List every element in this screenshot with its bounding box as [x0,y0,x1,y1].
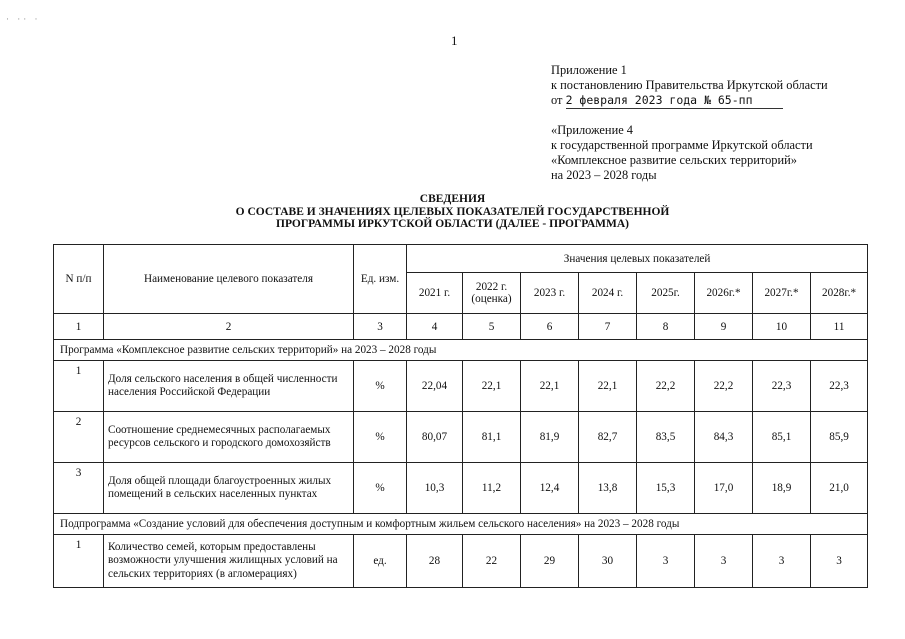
value-cell: 82,7 [579,412,637,463]
indicator-name: Соотношение среднемесячных располагаемых ресурсов сельского и городского домохозяйств [104,412,354,463]
value-cell: 28 [407,535,463,588]
header-year: 2025г. [637,273,695,314]
header-year: 2026г.* [695,273,753,314]
value-cell: 22,1 [579,361,637,412]
value-cell: 3 [637,535,695,588]
title-line2: О СОСТАВЕ И ЗНАЧЕНИЯХ ЦЕЛЕВЫХ ПОКАЗАТЕЛЕЙ ГОСУДАРСТВЕННОЙ [235,205,670,218]
table-row [54,535,868,588]
column-index: 7 [579,314,637,340]
scan-marks: · ·· · [6,14,41,24]
column-index: 4 [407,314,463,340]
appendix4-block [551,123,813,183]
value-cell: 22 [463,535,521,588]
row-num: 2 [54,412,104,463]
header-name: Наименование целевого показателя [104,245,354,314]
header-year: 2028г.* [811,273,868,314]
value-cell: 15,3 [637,463,695,514]
column-index: 1 [54,314,104,340]
appendix1-date-value: 2 февраля 2023 года № 65-пп [566,93,783,109]
header-year: 2027г.* [753,273,811,314]
header-year: 2023 г. [521,273,579,314]
value-cell: 17,0 [695,463,753,514]
value-cell: 18,9 [753,463,811,514]
unit: % [354,463,407,514]
value-cell: 22,04 [407,361,463,412]
table-row [54,463,868,514]
title-line3: ПРОГРАММЫ ИРКУТСКОЙ ОБЛАСТИ (ДАЛЕЕ - ПРОГРАММА) [276,218,629,230]
row-num: 3 [54,463,104,514]
appendix1-date-line [551,93,828,109]
column-index: 5 [463,314,521,340]
column-index: 11 [811,314,868,340]
header-values: Значения целевых показателей [407,245,868,273]
value-cell: 21,0 [811,463,868,514]
value-cell: 11,2 [463,463,521,514]
value-cell: 22,2 [695,361,753,412]
value-cell: 30 [579,535,637,588]
value-cell: 81,9 [521,412,579,463]
appendix1-block [551,63,828,109]
value-cell: 80,07 [407,412,463,463]
header-year: 2024 г. [579,273,637,314]
column-index: 6 [521,314,579,340]
table-row [54,361,868,412]
indicator-name: Количество семей, которым предоставлены возможности улучшения жилищных условий на сельских территориях (в агломерациях) [104,535,354,588]
appendix1-date-prefix: от [551,93,563,107]
value-cell: 3 [811,535,868,588]
header-year: 2021 г. [407,273,463,314]
unit: ед. [354,535,407,588]
appendix4-line3: «Комплексное развитие сельских территорий» [551,153,797,167]
value-cell: 3 [695,535,753,588]
header-unit: Ед. изм. [354,245,407,314]
column-index: 8 [637,314,695,340]
value-cell: 85,9 [811,412,868,463]
row-num: 1 [54,535,104,588]
indicators-table [53,244,868,588]
column-index: 2 [104,314,354,340]
appendix4-line2: к государственной программе Иркутской области [551,138,813,152]
section-subprogram: Подпрограмма «Создание условий для обеспечения доступным и комфортным жильем сельского населения» на 2023 – 2028 годы [54,514,868,535]
header-num: N п/п [54,245,104,314]
value-cell: 29 [521,535,579,588]
value-cell: 22,3 [811,361,868,412]
appendix1-line2: к постановлению Правительства Иркутской области [551,78,828,92]
column-index: 10 [753,314,811,340]
appendix4-line4: на 2023 – 2028 годы [551,168,657,182]
section-program: Программа «Комплексное развитие сельских территорий» на 2023 – 2028 годы [54,340,868,361]
value-cell: 12,4 [521,463,579,514]
value-cell: 85,1 [753,412,811,463]
column-index: 9 [695,314,753,340]
indicator-name: Доля общей площади благоустроенных жилых помещений в сельских населенных пунктах [104,463,354,514]
value-cell: 81,1 [463,412,521,463]
value-cell: 84,3 [695,412,753,463]
indicator-name: Доля сельского населения в общей численности населения Российской Федерации [104,361,354,412]
value-cell: 3 [753,535,811,588]
value-cell: 22,1 [521,361,579,412]
value-cell: 13,8 [579,463,637,514]
appendix1-line1: Приложение 1 [551,63,627,77]
unit: % [354,361,407,412]
page-number: 1 [451,33,458,48]
value-cell: 22,3 [753,361,811,412]
unit: % [354,412,407,463]
header-year: 2022 г. (оценка) [463,273,521,314]
value-cell: 83,5 [637,412,695,463]
appendix4-line1: «Приложение 4 [551,123,633,137]
row-num: 1 [54,361,104,412]
column-index: 3 [354,314,407,340]
value-cell: 10,3 [407,463,463,514]
value-cell: 22,2 [637,361,695,412]
document-title [0,193,905,231]
value-cell: 22,1 [463,361,521,412]
title-line1: СВЕДЕНИЯ [419,193,486,205]
table-row [54,412,868,463]
